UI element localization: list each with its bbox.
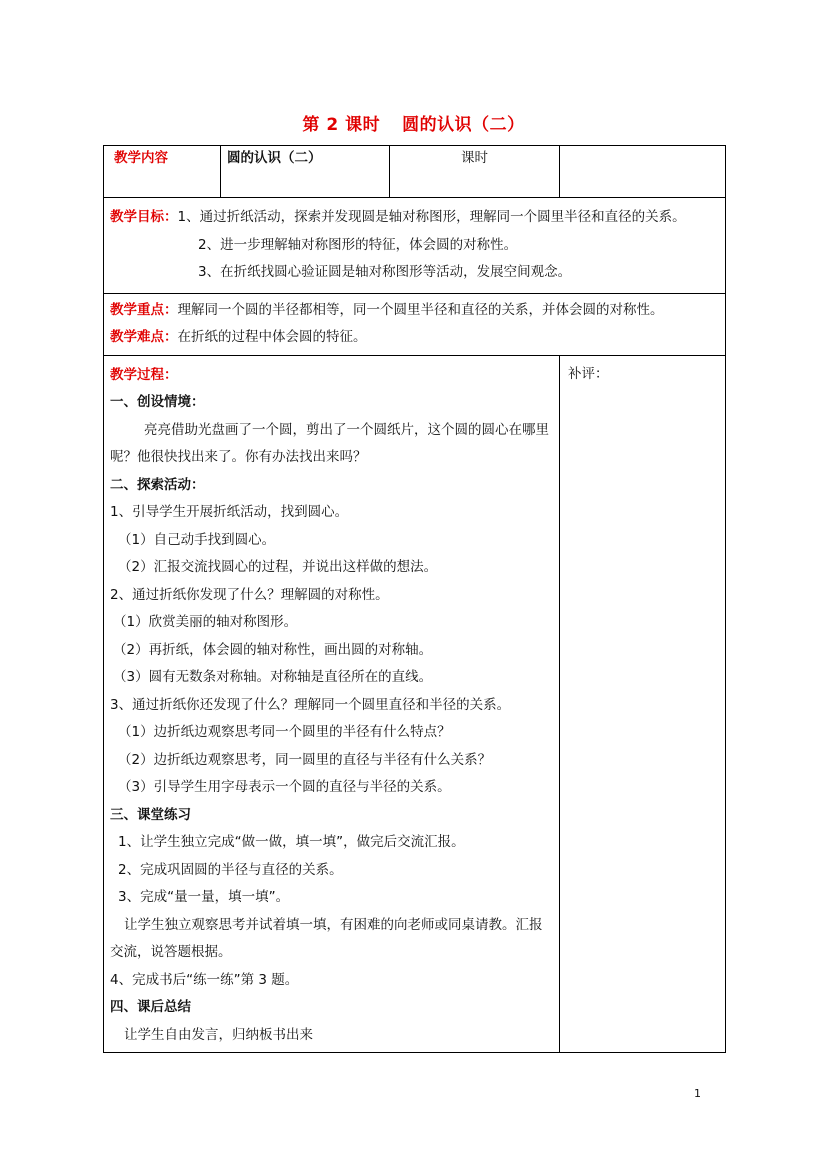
evaluation-cell — [560, 355, 726, 1052]
period-label: 课时 — [390, 146, 560, 198]
goal-item: 2、进一步理解轴对称图形的特征，体会圆的对称性。 — [198, 236, 518, 253]
list-item: 2、通过折纸你发现了什么？理解圆的对称性。 — [110, 586, 389, 603]
page-title — [0, 110, 827, 135]
list-item: 1、让学生独立完成“做一做，填一填”，做完后交流汇报。 — [118, 834, 465, 850]
page-number: 1 — [694, 1087, 701, 1100]
focus-label: 教学重点： — [110, 301, 178, 318]
difficulty-label: 教学难点： — [110, 329, 178, 345]
list-item: 3、完成“量一量，填一填”。 — [118, 889, 290, 905]
list-item: （2）汇报交流找圆心的过程，并说出这样做的想法。 — [118, 559, 438, 575]
list-item: 3、通过折纸你还发现了什么？理解同一个圆里直径和半径的关系。 — [110, 696, 511, 713]
list-item: （1）欣赏美丽的轴对称图形。 — [113, 614, 298, 630]
difficulty-text: 在折纸的过程中体会圆的特征。 — [177, 329, 367, 345]
key-points-row — [104, 293, 726, 355]
content-label: 教学内容 — [104, 146, 221, 198]
section-title: 三、课堂练习 — [110, 806, 191, 823]
lesson-title: 圆的认识（二） — [402, 115, 525, 135]
list-item: （1）边折纸边观察思考同一个圆里的半径有什么特点？ — [118, 724, 451, 740]
key-points-cell — [104, 293, 726, 355]
section-title: 四、课后总结 — [110, 999, 191, 1015]
goal-item: 1、通过折纸活动，探索并发现圆是轴对称图形，理解同一个圆里半径和直径的关系。 — [177, 209, 686, 225]
header-row — [104, 146, 726, 198]
process-label: 教学过程： — [110, 366, 178, 383]
list-item: （2）再折纸，体会圆的轴对称性，画出圆的对称轴。 — [113, 641, 433, 658]
lesson-plan-table — [103, 145, 726, 1053]
list-item: （3）圆有无数条对称轴。对称轴是直径所在的直线。 — [113, 669, 433, 685]
period-value — [560, 146, 726, 198]
lesson-number: 第 2 课时 — [302, 115, 381, 135]
list-item: （1）自己动手找到圆心。 — [118, 531, 276, 548]
focus-text: 理解同一个圆的半径都相等，同一个圆里半径和直径的关系，并体会圆的对称性。 — [177, 301, 664, 318]
process-row — [104, 355, 726, 1052]
section-paragraph: 亮亮借助光盘画了一个圆，剪出了一个圆纸片，这个圆的圆心在哪里呢？他很快找出来了。你有办法找出来吗？ — [110, 421, 549, 465]
list-item: 4、完成书后“练一练”第 3 题。 — [110, 971, 299, 988]
list-item: （2）边折纸边观察思考，同一圆里的直径与半径有什么关系？ — [118, 751, 492, 768]
section-title: 二、探索活动： — [110, 476, 205, 493]
goal-item: 3、在折纸找圆心验证圆是轴对称图形等活动，发展空间观念。 — [198, 264, 572, 280]
section-title: 一、创设情境： — [110, 394, 205, 410]
process-cell — [104, 355, 560, 1052]
list-item: （3）引导学生用字母表示一个圆的直径与半径的关系。 — [118, 779, 451, 795]
section-paragraph: 让学生独立观察思考并试着填一填，有困难的向老师或同桌请教。汇报交流，说答题根据。 — [110, 916, 543, 960]
list-item: 1、引导学生开展折纸活动，找到圆心。 — [110, 504, 349, 520]
goals-row — [104, 198, 726, 294]
content-value: 圆的认识（二） — [221, 146, 390, 198]
goals-cell — [104, 198, 726, 294]
list-item: 2、完成巩固圆的半径与直径的关系。 — [118, 861, 343, 878]
section-paragraph: 让学生自由发言，归纳板书出来 — [124, 1026, 313, 1043]
goals-label: 教学目标： — [110, 209, 178, 225]
evaluation-label: 补评： — [568, 365, 609, 382]
